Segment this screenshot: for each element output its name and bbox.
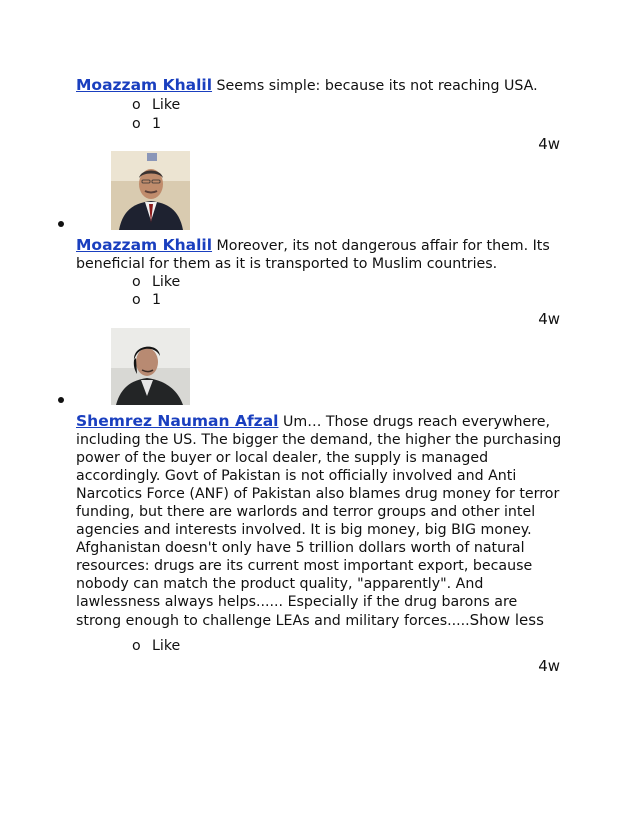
like-label: Like	[152, 638, 181, 654]
comment-3-author-link[interactable]: Shemrez Nauman Afzal	[76, 412, 279, 430]
like-label: Like	[152, 274, 181, 290]
comment-2-bullet	[58, 221, 64, 227]
comment-2-body	[76, 236, 566, 273]
comment-1-like-action[interactable]	[132, 96, 180, 114]
comment-2-like-action[interactable]	[132, 273, 180, 291]
comment-3-text: Um… Those drugs reach everywhere, including the US. The bigger the demand, the higher the purchasing power of the buyer or local dealer, the supply is managed accordingly. Govt of Pakistan is not officially involved and Anti Narcotics Force (ANF) of Pakistan also blames drug money for terror funding, but there are warlords and terror groups and other intel agencies and interests involved. It is big money, big BIG money. Afghanistan doesn't only have 5 trillion dollars worth of natural resources: drugs are its current most important export, because nobody can match the product quality, "apparently". And lawlessness always helps...... Especially if the drug barons are strong enough to challenge LEAs and military forces.....	[76, 414, 562, 629]
comment-3-bullet	[58, 397, 64, 403]
comment-2-text: Moreover, its not dangerous affair for them. Its beneficial for them as it is transported to Muslim countries.	[76, 238, 550, 272]
like-label: Like	[152, 97, 181, 113]
comment-3-avatar[interactable]	[111, 328, 190, 405]
sub-bullet-icon: o	[132, 116, 141, 132]
like-count: 1	[152, 116, 162, 132]
comment-1-text: Seems simple: because its not reaching USA.	[212, 78, 538, 94]
young-man-photo-icon	[111, 328, 190, 405]
comment-1-body	[76, 76, 566, 95]
like-count: 1	[152, 292, 162, 308]
comment-2-timestamp[interactable]: 4w	[538, 310, 560, 328]
comment-1-like-count	[132, 115, 161, 133]
comment-2-author-link[interactable]: Moazzam Khalil	[76, 236, 213, 254]
comment-3-like-action[interactable]	[132, 637, 180, 655]
sub-bullet-icon: o	[132, 274, 141, 290]
sub-bullet-icon: o	[132, 292, 141, 308]
comment-1-timestamp[interactable]: 4w	[538, 135, 560, 153]
show-less-link[interactable]: Show less	[469, 611, 544, 629]
man-in-suit-photo-icon	[111, 151, 190, 230]
sub-bullet-icon: o	[132, 97, 141, 113]
comment-1-author-link[interactable]: Moazzam Khalil	[76, 76, 213, 94]
sub-bullet-icon: o	[132, 638, 141, 654]
comment-3-body	[76, 412, 566, 630]
comment-2-like-count	[132, 291, 161, 309]
comment-3-timestamp[interactable]: 4w	[538, 657, 560, 675]
comment-2-avatar[interactable]	[111, 151, 190, 230]
